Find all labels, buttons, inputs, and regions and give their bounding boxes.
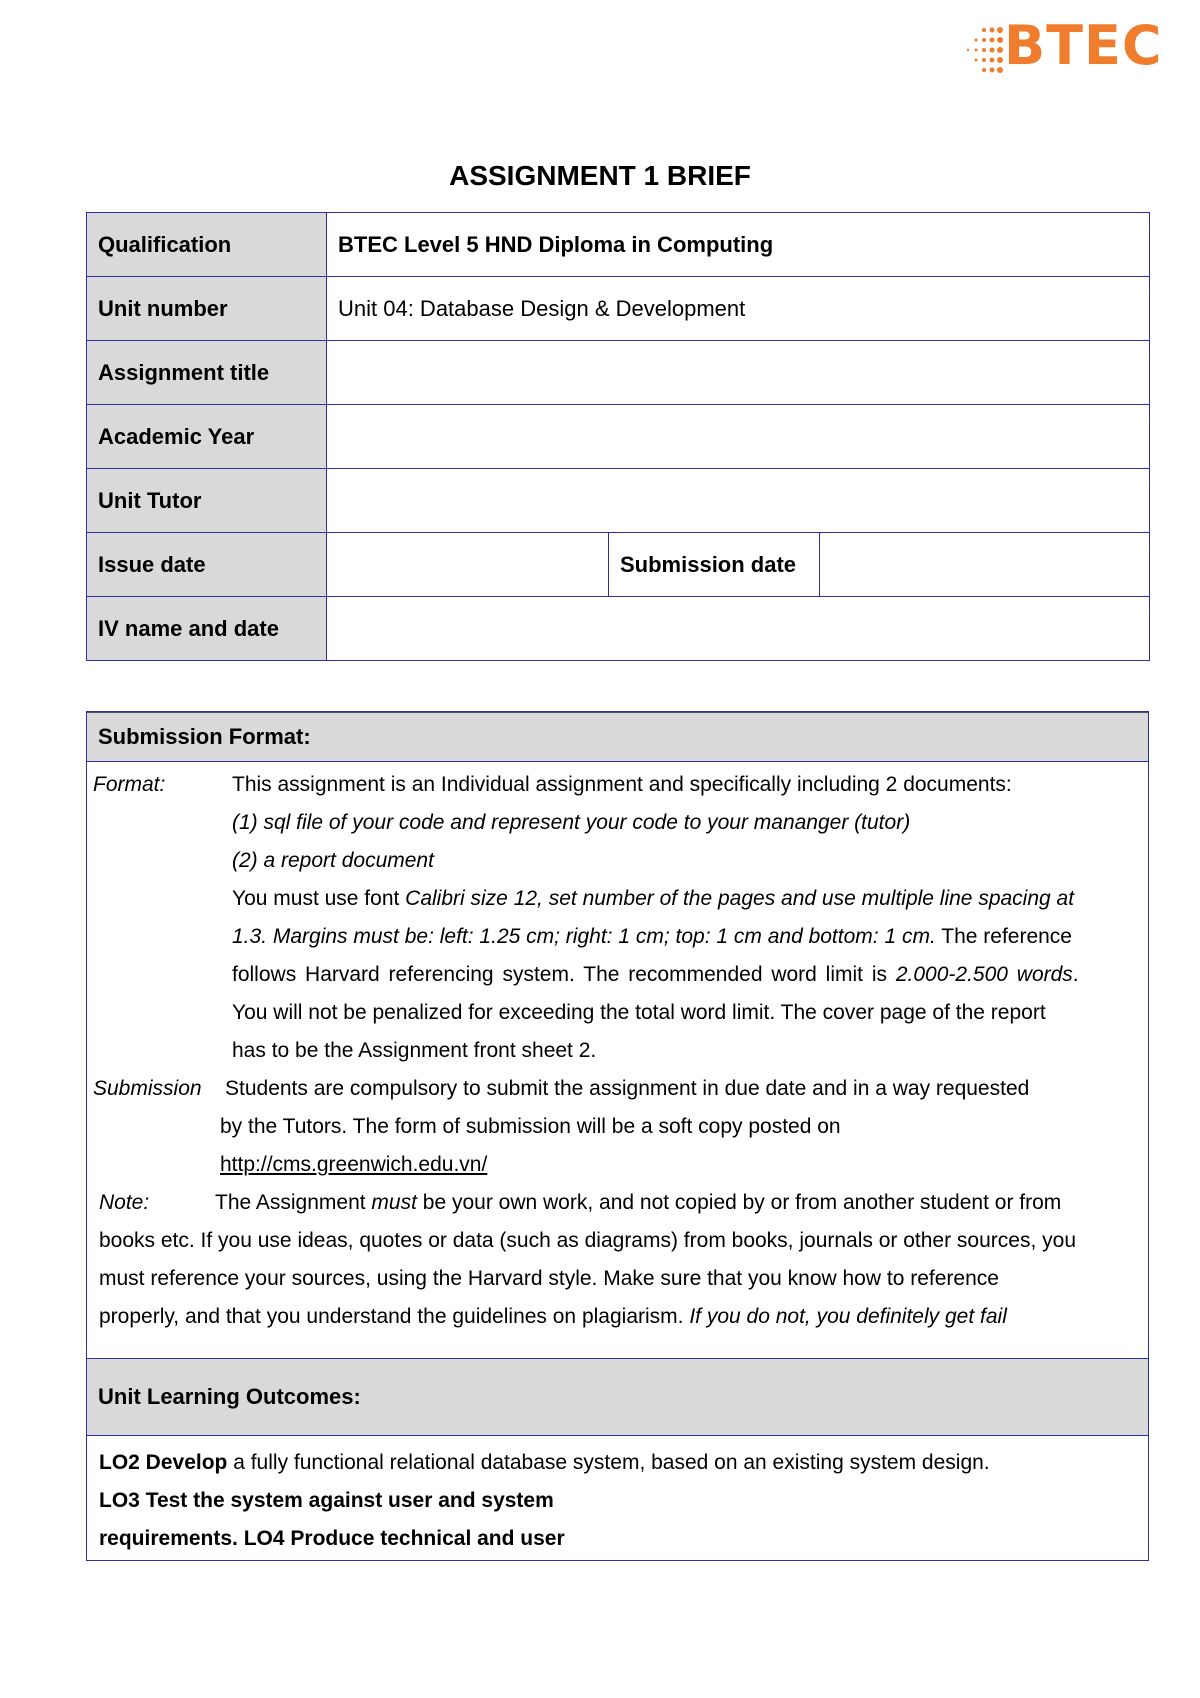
font-line-2 [232, 922, 1072, 952]
table-row [87, 277, 1150, 341]
note-line-1a: The Assignment [215, 1191, 372, 1214]
lo2-code: LO2 Develop [99, 1451, 228, 1474]
issue-date-label: Issue date [87, 533, 327, 597]
lo3-line: LO3 Test the system against user and system [99, 1489, 554, 1512]
btec-logo [962, 14, 1172, 84]
font-line-1b: Calibri size 12, set number of the pages and use multiple line spacing at [405, 887, 1075, 910]
font-line-3c: . [1072, 963, 1079, 986]
table-row [87, 213, 1150, 277]
note-line-2: books etc. If you use ideas, quotes or data (such as diagrams) from books, journals or other sources, you [99, 1229, 1076, 1252]
font-line-4: You will not be penalized for exceeding the total word limit. The cover page of the report [232, 1001, 1046, 1024]
format-label: Format: [93, 773, 166, 796]
submission-box [86, 711, 1149, 1561]
format-item-1: (1) sql file of your code and represent your code to your mananger (tutor) [232, 811, 911, 834]
submission-label: Submission [93, 1077, 202, 1100]
note-line-4a: properly, and that you understand the guidelines on plagiarism. [99, 1305, 690, 1328]
submission-date-value[interactable] [820, 533, 1150, 597]
assignment-title-label: Assignment title [87, 341, 327, 405]
submission-line-1: Students are compulsory to submit the assignment in due date and in a way requested [225, 1077, 1030, 1100]
lo4-line: requirements. LO4 Produce technical and user [99, 1527, 565, 1550]
note-line-1 [215, 1188, 1061, 1218]
font-line-2b: The reference [935, 925, 1072, 948]
font-line-3b: 2.000-2.500 words [895, 963, 1073, 986]
learning-outcomes-body [87, 1436, 1148, 1560]
font-line-5: has to be the Assignment front sheet 2. [232, 1039, 597, 1062]
page-title: ASSIGNMENT 1 BRIEF [449, 160, 751, 191]
table-row [87, 341, 1150, 405]
submission-date-label: Submission date [609, 533, 820, 597]
table-row [87, 405, 1150, 469]
unit-number-label: Unit number [87, 277, 327, 341]
unit-tutor-label: Unit Tutor [87, 469, 327, 533]
lo2-text: a fully functional relational database system, based on an existing system design. [227, 1451, 990, 1474]
submission-body [87, 762, 1148, 1358]
academic-year-label: Academic Year [87, 405, 327, 469]
submission-line-2: by the Tutors. The form of submission will be a soft copy posted on [220, 1115, 841, 1138]
format-intro: This assignment is an Individual assignment and specifically including 2 documents: [232, 773, 1012, 796]
lo2-line [99, 1448, 990, 1478]
qualification-label: Qualification [87, 213, 327, 277]
note-line-3: must reference your sources, using the Harvard style. Make sure that you know how to reference [99, 1267, 999, 1290]
table-row [87, 533, 1150, 597]
iv-value[interactable] [327, 597, 1150, 661]
note-line-1b: must [371, 1191, 417, 1214]
note-line-4 [99, 1302, 1007, 1332]
learning-outcomes-heading: Unit Learning Outcomes: [87, 1358, 1148, 1436]
font-line-2a: 1.3. Margins must be: left: 1.25 cm; right: 1 cm; top: 1 cm and bottom: 1 cm. [232, 925, 936, 948]
iv-label: IV name and date [87, 597, 327, 661]
unit-number-value: Unit 04: Database Design & Development [327, 277, 1150, 341]
font-line-1 [232, 884, 1074, 914]
academic-year-value[interactable] [327, 405, 1150, 469]
font-line-3 [232, 960, 1079, 990]
font-line-1a: You must use font [232, 887, 406, 910]
note-label: Note: [99, 1191, 150, 1214]
table-row [87, 469, 1150, 533]
note-line-4b: If you do not, you definitely get fail [689, 1305, 1007, 1328]
table-row [87, 597, 1150, 661]
font-line-3a: follows Harvard referencing system. The recommended word limit is [232, 963, 896, 986]
assignment-title-value[interactable] [327, 341, 1150, 405]
submission-format-heading: Submission Format: [87, 712, 1148, 762]
qualification-value: BTEC Level 5 HND Diploma in Computing [327, 213, 1150, 277]
format-item-2: (2) a report document [232, 849, 434, 872]
cms-link[interactable]: http://cms.greenwich.edu.vn/ [220, 1153, 488, 1176]
logo-text: BTEC [1004, 14, 1163, 77]
note-line-1c: be your own work, and not copied by or from another student or from [416, 1191, 1062, 1214]
unit-tutor-value[interactable] [327, 469, 1150, 533]
assignment-info-table [86, 212, 1150, 661]
dots-icon [962, 24, 1006, 80]
issue-date-value[interactable] [327, 533, 609, 597]
